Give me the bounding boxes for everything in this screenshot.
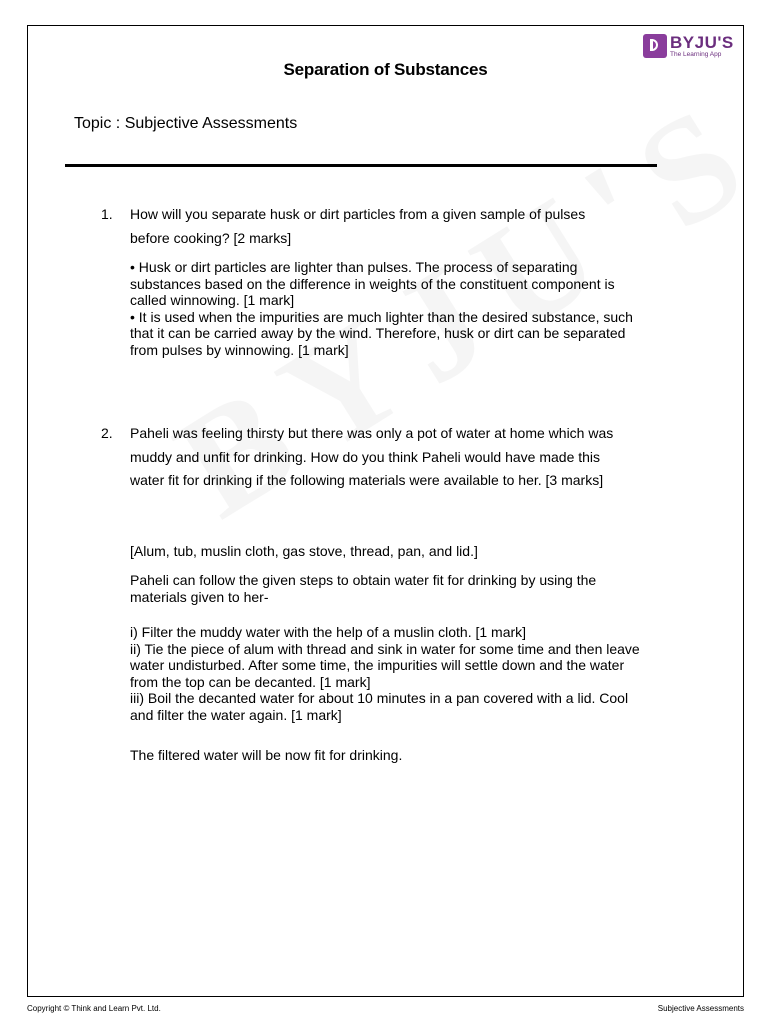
question-number: 2. [101, 425, 113, 441]
logo-word: BYJU'S [670, 33, 734, 52]
answer-steps [130, 624, 642, 723]
answer-step: ii) Tie the piece of alum with thread and sink in water for some time and then leave water undisturbed. After some time, the impurities will settle down and the water from the top can be decanted. [1 mark] [130, 640, 640, 690]
question-2 [101, 422, 621, 493]
answer-bullet: • It is used when the impurities are much lighter than the desired substance, such that it can be carried away by the wind. Therefore, husk or dirt can be separated from pulses by winnowing. [1 mark] [130, 308, 633, 358]
question-1 [101, 203, 621, 250]
byjus-logo[interactable] [643, 34, 734, 59]
header-divider [65, 164, 657, 167]
byjus-logo-icon [643, 34, 667, 58]
answer-conclusion: The filtered water will be now fit for drinking. [130, 747, 403, 763]
question-text: Paheli was feeling thirsty but there was only a pot of water at home which was muddy and unfit for drinking. How do you think Paheli would have made this water fit for drinking if the following materials were available to her. [3 marks] [130, 425, 614, 488]
answer-step: i) Filter the muddy water with the help of a muslin cloth. [1 mark] [130, 624, 527, 640]
footer-copyright: Copyright © Think and Learn Pvt. Ltd. [27, 1004, 161, 1013]
answer-bullet: • Husk or dirt particles are lighter than pulses. The process of separating substances based on the difference in weights of the constituent component is called winnowing. [1 mark] [130, 259, 615, 308]
answer-intro: Paheli can follow the given steps to obtain water fit for drinking by using the materials given to her- [130, 572, 597, 605]
topic-line: Topic : Subjective Assessments [74, 115, 298, 132]
question-number: 1. [101, 206, 113, 222]
materials-list: [Alum, tub, muslin cloth, gas stove, thread, pan, and lid.] [130, 543, 478, 559]
footer-section: Subjective Assessments [657, 1004, 744, 1013]
answer-step: iii) Boil the decanted water for about 10 minutes in a pan covered with a lid. Cool and filter the water again. [1 mark] [130, 690, 629, 723]
document-title: Separation of Substances [283, 60, 488, 79]
page-frame [27, 25, 744, 997]
answer-1 [130, 259, 642, 358]
question-text: How will you separate husk or dirt particles from a given sample of pulses before cooking? [2 marks] [130, 206, 586, 246]
logo-tagline: The Learning App [670, 51, 722, 58]
